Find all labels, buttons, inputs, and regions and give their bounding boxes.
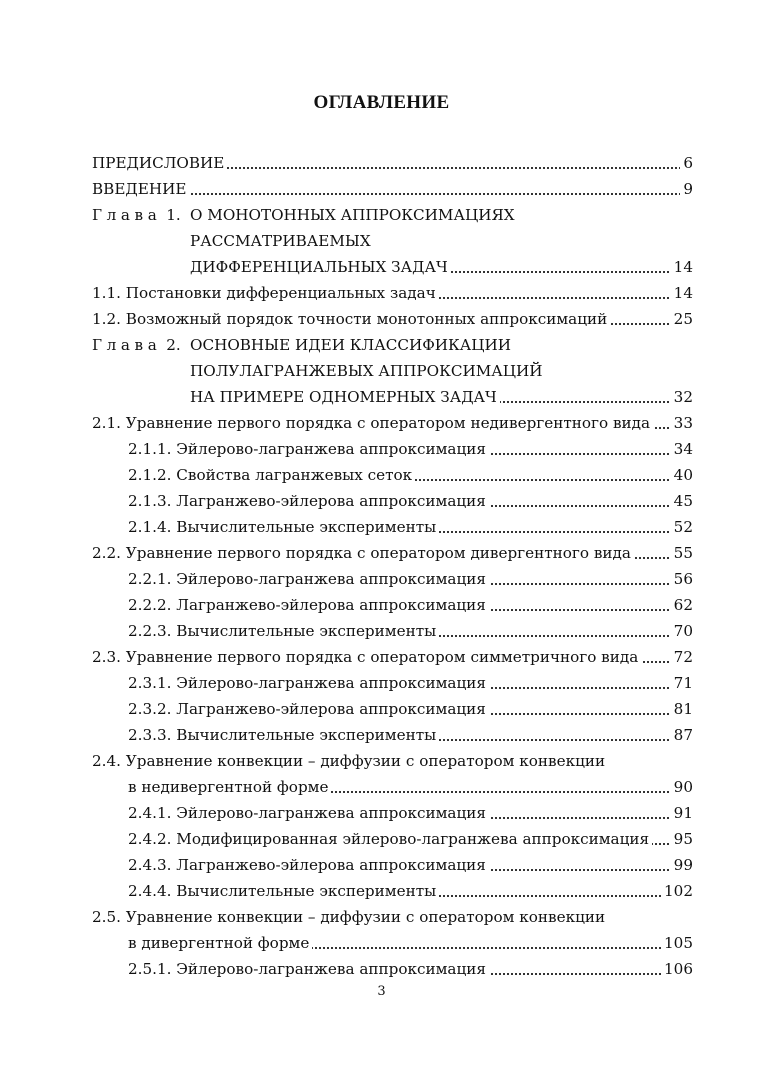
toc-entry-label: 2.4.1. Эйлерово-лагранжева аппроксимация <box>128 800 489 826</box>
toc-chapter-2-line2 <box>92 358 693 384</box>
chapter-word: Глава 1. <box>92 202 184 228</box>
toc-entry-label: ПРЕДИСЛОВИЕ <box>92 150 227 176</box>
toc-entry-2-2-2[interactable] <box>92 592 693 618</box>
toc-entry-page: 33 <box>671 410 693 436</box>
toc-chapter-2-line3[interactable] <box>92 384 693 410</box>
toc-entry-label: 2.1.1. Эйлерово-лагранжева аппроксимация <box>128 436 489 462</box>
toc-entry-page: 71 <box>671 670 693 696</box>
toc-entry-page: 9 <box>680 176 693 202</box>
toc-entry-label: 2.3.2. Лагранжево-эйлерова аппроксимация <box>128 696 489 722</box>
toc-entry-label: 1.2. Возможный порядок точности монотонных аппроксимаций <box>92 306 610 332</box>
toc-entry-page: 91 <box>671 800 693 826</box>
toc-chapter-1-heading[interactable] <box>92 202 693 228</box>
toc-entry-2-2-1[interactable] <box>92 566 693 592</box>
toc-entry-page: 62 <box>671 592 693 618</box>
toc-entry-2-1-1[interactable] <box>92 436 693 462</box>
toc-entry-label: 2.1.4. Вычислительные эксперименты <box>128 514 439 540</box>
toc-entry-2-1-2[interactable] <box>92 462 693 488</box>
toc-entry-page: 81 <box>671 696 693 722</box>
toc-entry-2-2-3[interactable] <box>92 618 693 644</box>
toc-entry-1-2[interactable] <box>92 306 693 332</box>
toc-entry-2-5-line2[interactable] <box>92 930 693 956</box>
toc-entry-page: 34 <box>671 436 693 462</box>
table-of-contents <box>92 150 693 982</box>
toc-entry-page: 70 <box>671 618 693 644</box>
toc-entry-page: 45 <box>671 488 693 514</box>
toc-chapter-1-line2 <box>92 228 693 254</box>
toc-entry-page: 106 <box>661 956 693 982</box>
toc-entry-label: 2.5.1. Эйлерово-лагранжева аппроксимация <box>128 956 489 982</box>
toc-entry-page: 40 <box>671 462 693 488</box>
page-number: 3 <box>377 984 386 999</box>
toc-entry-preface[interactable] <box>92 150 693 176</box>
toc-entry-2-3[interactable] <box>92 644 693 670</box>
toc-entry-page: 87 <box>671 722 693 748</box>
toc-entry-2-2[interactable] <box>92 540 693 566</box>
toc-entry-2-3-1[interactable] <box>92 670 693 696</box>
toc-entry-page: 56 <box>671 566 693 592</box>
page-title: ОГЛАВЛЕНИЕ <box>313 92 450 113</box>
toc-entry-intro[interactable] <box>92 176 693 202</box>
toc-chapter-2-heading[interactable] <box>92 332 693 358</box>
toc-entry-2-4-3[interactable] <box>92 852 693 878</box>
toc-entry-2-4-1[interactable] <box>92 800 693 826</box>
toc-entry-2-1-3[interactable] <box>92 488 693 514</box>
toc-entry-label: 2.2.2. Лагранжево-эйлерова аппроксимация <box>128 592 489 618</box>
chapter-title-line: ДИФФЕРЕНЦИАЛЬНЫХ ЗАДАЧ <box>190 254 451 280</box>
toc-entry-page: 14 <box>671 280 693 306</box>
toc-entry-label: 2.4.4. Вычислительные эксперименты <box>128 878 439 904</box>
toc-entry-2-4-line2[interactable] <box>92 774 693 800</box>
toc-chapter-1-line3[interactable] <box>92 254 693 280</box>
toc-entry-2-3-2[interactable] <box>92 696 693 722</box>
toc-entry-label: 2.3.3. Вычислительные эксперименты <box>128 722 439 748</box>
toc-entry-page: 105 <box>661 930 693 956</box>
toc-entry-2-5-1[interactable] <box>92 956 693 982</box>
toc-entry-2-3-3[interactable] <box>92 722 693 748</box>
toc-entry-page: 99 <box>671 852 693 878</box>
toc-entry-label: 2.5. Уравнение конвекции – диффузии с оператором конвекции <box>92 904 608 930</box>
toc-entry-label: ВВЕДЕНИЕ <box>92 176 189 202</box>
toc-entry-2-4-2[interactable] <box>92 826 693 852</box>
toc-entry-label: 1.1. Постановки дифференциальных задач <box>92 280 439 306</box>
toc-entry-page: 72 <box>671 644 693 670</box>
toc-entry-2-4-4[interactable] <box>92 878 693 904</box>
toc-entry-label: в дивергентной форме <box>128 930 312 956</box>
chapter-title-line: ПОЛУЛАГРАНЖЕВЫХ АППРОКСИМАЦИЙ <box>190 358 546 384</box>
chapter-word: Глава 2. <box>92 332 184 358</box>
toc-entry-label: в недивергентной форме <box>128 774 331 800</box>
toc-entry-label: 2.4.2. Модифицированная эйлерово-лагранжева аппроксимация <box>128 826 652 852</box>
toc-entry-page: 25 <box>671 306 693 332</box>
toc-entry-label: 2.3.1. Эйлерово-лагранжева аппроксимация <box>128 670 489 696</box>
chapter-title-line: НА ПРИМЕРЕ ОДНОМЕРНЫХ ЗАДАЧ <box>190 384 500 410</box>
toc-entry-page: 55 <box>671 540 693 566</box>
toc-entry-page: 6 <box>680 150 693 176</box>
chapter-title-line: РАССМАТРИВАЕМЫХ <box>190 228 374 254</box>
toc-entry-label: 2.3. Уравнение первого порядка с оператором симметричного вида <box>92 644 641 670</box>
toc-entry-page: 52 <box>671 514 693 540</box>
toc-entry-label: 2.4.3. Лагранжево-эйлерова аппроксимация <box>128 852 489 878</box>
toc-entry-2-5-line1[interactable] <box>92 904 693 930</box>
toc-entry-page: 95 <box>671 826 693 852</box>
toc-entry-1-1[interactable] <box>92 280 693 306</box>
toc-entry-label: 2.2.3. Вычислительные эксперименты <box>128 618 439 644</box>
toc-entry-label: 2.1. Уравнение первого порядка с оператором недивергентного вида <box>92 410 653 436</box>
toc-entry-page: 90 <box>671 774 693 800</box>
toc-entry-label: 2.1.3. Лагранжево-эйлерова аппроксимация <box>128 488 489 514</box>
toc-entry-label: 2.4. Уравнение конвекции – диффузии с оператором конвекции <box>92 748 608 774</box>
toc-entry-2-4-line1[interactable] <box>92 748 693 774</box>
toc-entry-label: 2.2.1. Эйлерово-лагранжева аппроксимация <box>128 566 489 592</box>
toc-entry-2-1[interactable] <box>92 410 693 436</box>
toc-entry-page: 14 <box>671 254 693 280</box>
chapter-title-line: О МОНОТОННЫХ АППРОКСИМАЦИЯХ <box>190 202 518 228</box>
toc-entry-2-1-4[interactable] <box>92 514 693 540</box>
toc-entry-label: 2.1.2. Свойства лагранжевых сеток <box>128 462 415 488</box>
toc-entry-page: 32 <box>671 384 693 410</box>
chapter-title-line: ОСНОВНЫЕ ИДЕИ КЛАССИФИКАЦИИ <box>190 332 514 358</box>
toc-entry-label: 2.2. Уравнение первого порядка с оператором дивергентного вида <box>92 540 634 566</box>
toc-entry-page: 102 <box>661 878 693 904</box>
